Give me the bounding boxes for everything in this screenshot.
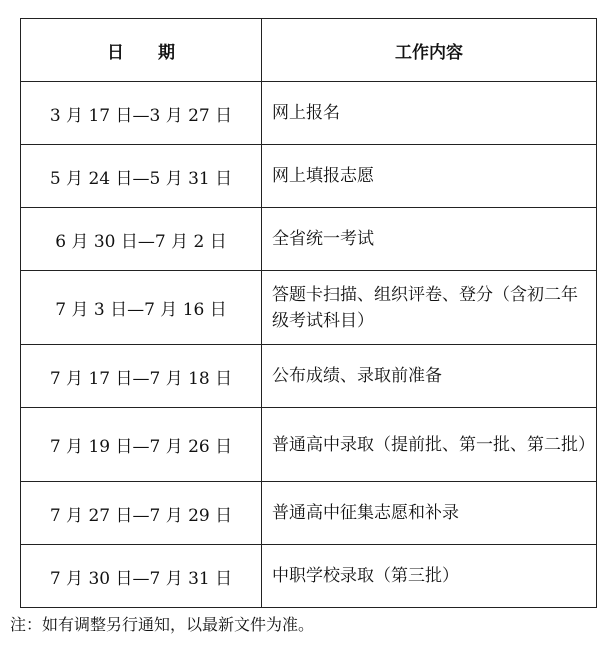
table-row <box>21 408 597 482</box>
row-date: 7 月 3 日—7 月 16 日 <box>21 271 262 345</box>
table-row <box>21 82 597 145</box>
header-work: 工作内容 <box>262 19 597 82</box>
table-row <box>21 545 597 608</box>
header-date-char-1: 日 <box>107 42 124 63</box>
footnote: 注：如有调整另行通知，以最新文件为准。 <box>10 615 315 634</box>
row-date: 7 月 19 日—7 月 26 日 <box>21 408 262 482</box>
row-date: 5 月 24 日—5 月 31 日 <box>21 145 262 208</box>
row-work: 网上报名 <box>262 82 597 145</box>
row-work: 全省统一考试 <box>262 208 597 271</box>
row-work: 普通高中征集志愿和补录 <box>262 482 597 545</box>
row-work: 答题卡扫描、组织评卷、登分（含初二年级考试科目） <box>262 271 597 345</box>
row-date: 7 月 30 日—7 月 31 日 <box>21 545 262 608</box>
table-row <box>21 208 597 271</box>
header-date <box>21 19 262 82</box>
header-date-char-2: 期 <box>158 42 175 63</box>
row-date: 6 月 30 日—7 月 2 日 <box>21 208 262 271</box>
row-work: 普通高中录取（提前批、第一批、第二批） <box>262 408 597 482</box>
table-header-row <box>21 19 597 82</box>
table-row <box>21 271 597 345</box>
row-work: 公布成绩、录取前准备 <box>262 345 597 408</box>
row-work: 网上填报志愿 <box>262 145 597 208</box>
row-date: 7 月 17 日—7 月 18 日 <box>21 345 262 408</box>
row-work: 中职学校录取（第三批） <box>262 545 597 608</box>
table-row <box>21 145 597 208</box>
table-row <box>21 482 597 545</box>
row-date: 7 月 27 日—7 月 29 日 <box>21 482 262 545</box>
table-row <box>21 345 597 408</box>
row-date: 3 月 17 日—3 月 27 日 <box>21 82 262 145</box>
schedule-table <box>20 18 597 608</box>
